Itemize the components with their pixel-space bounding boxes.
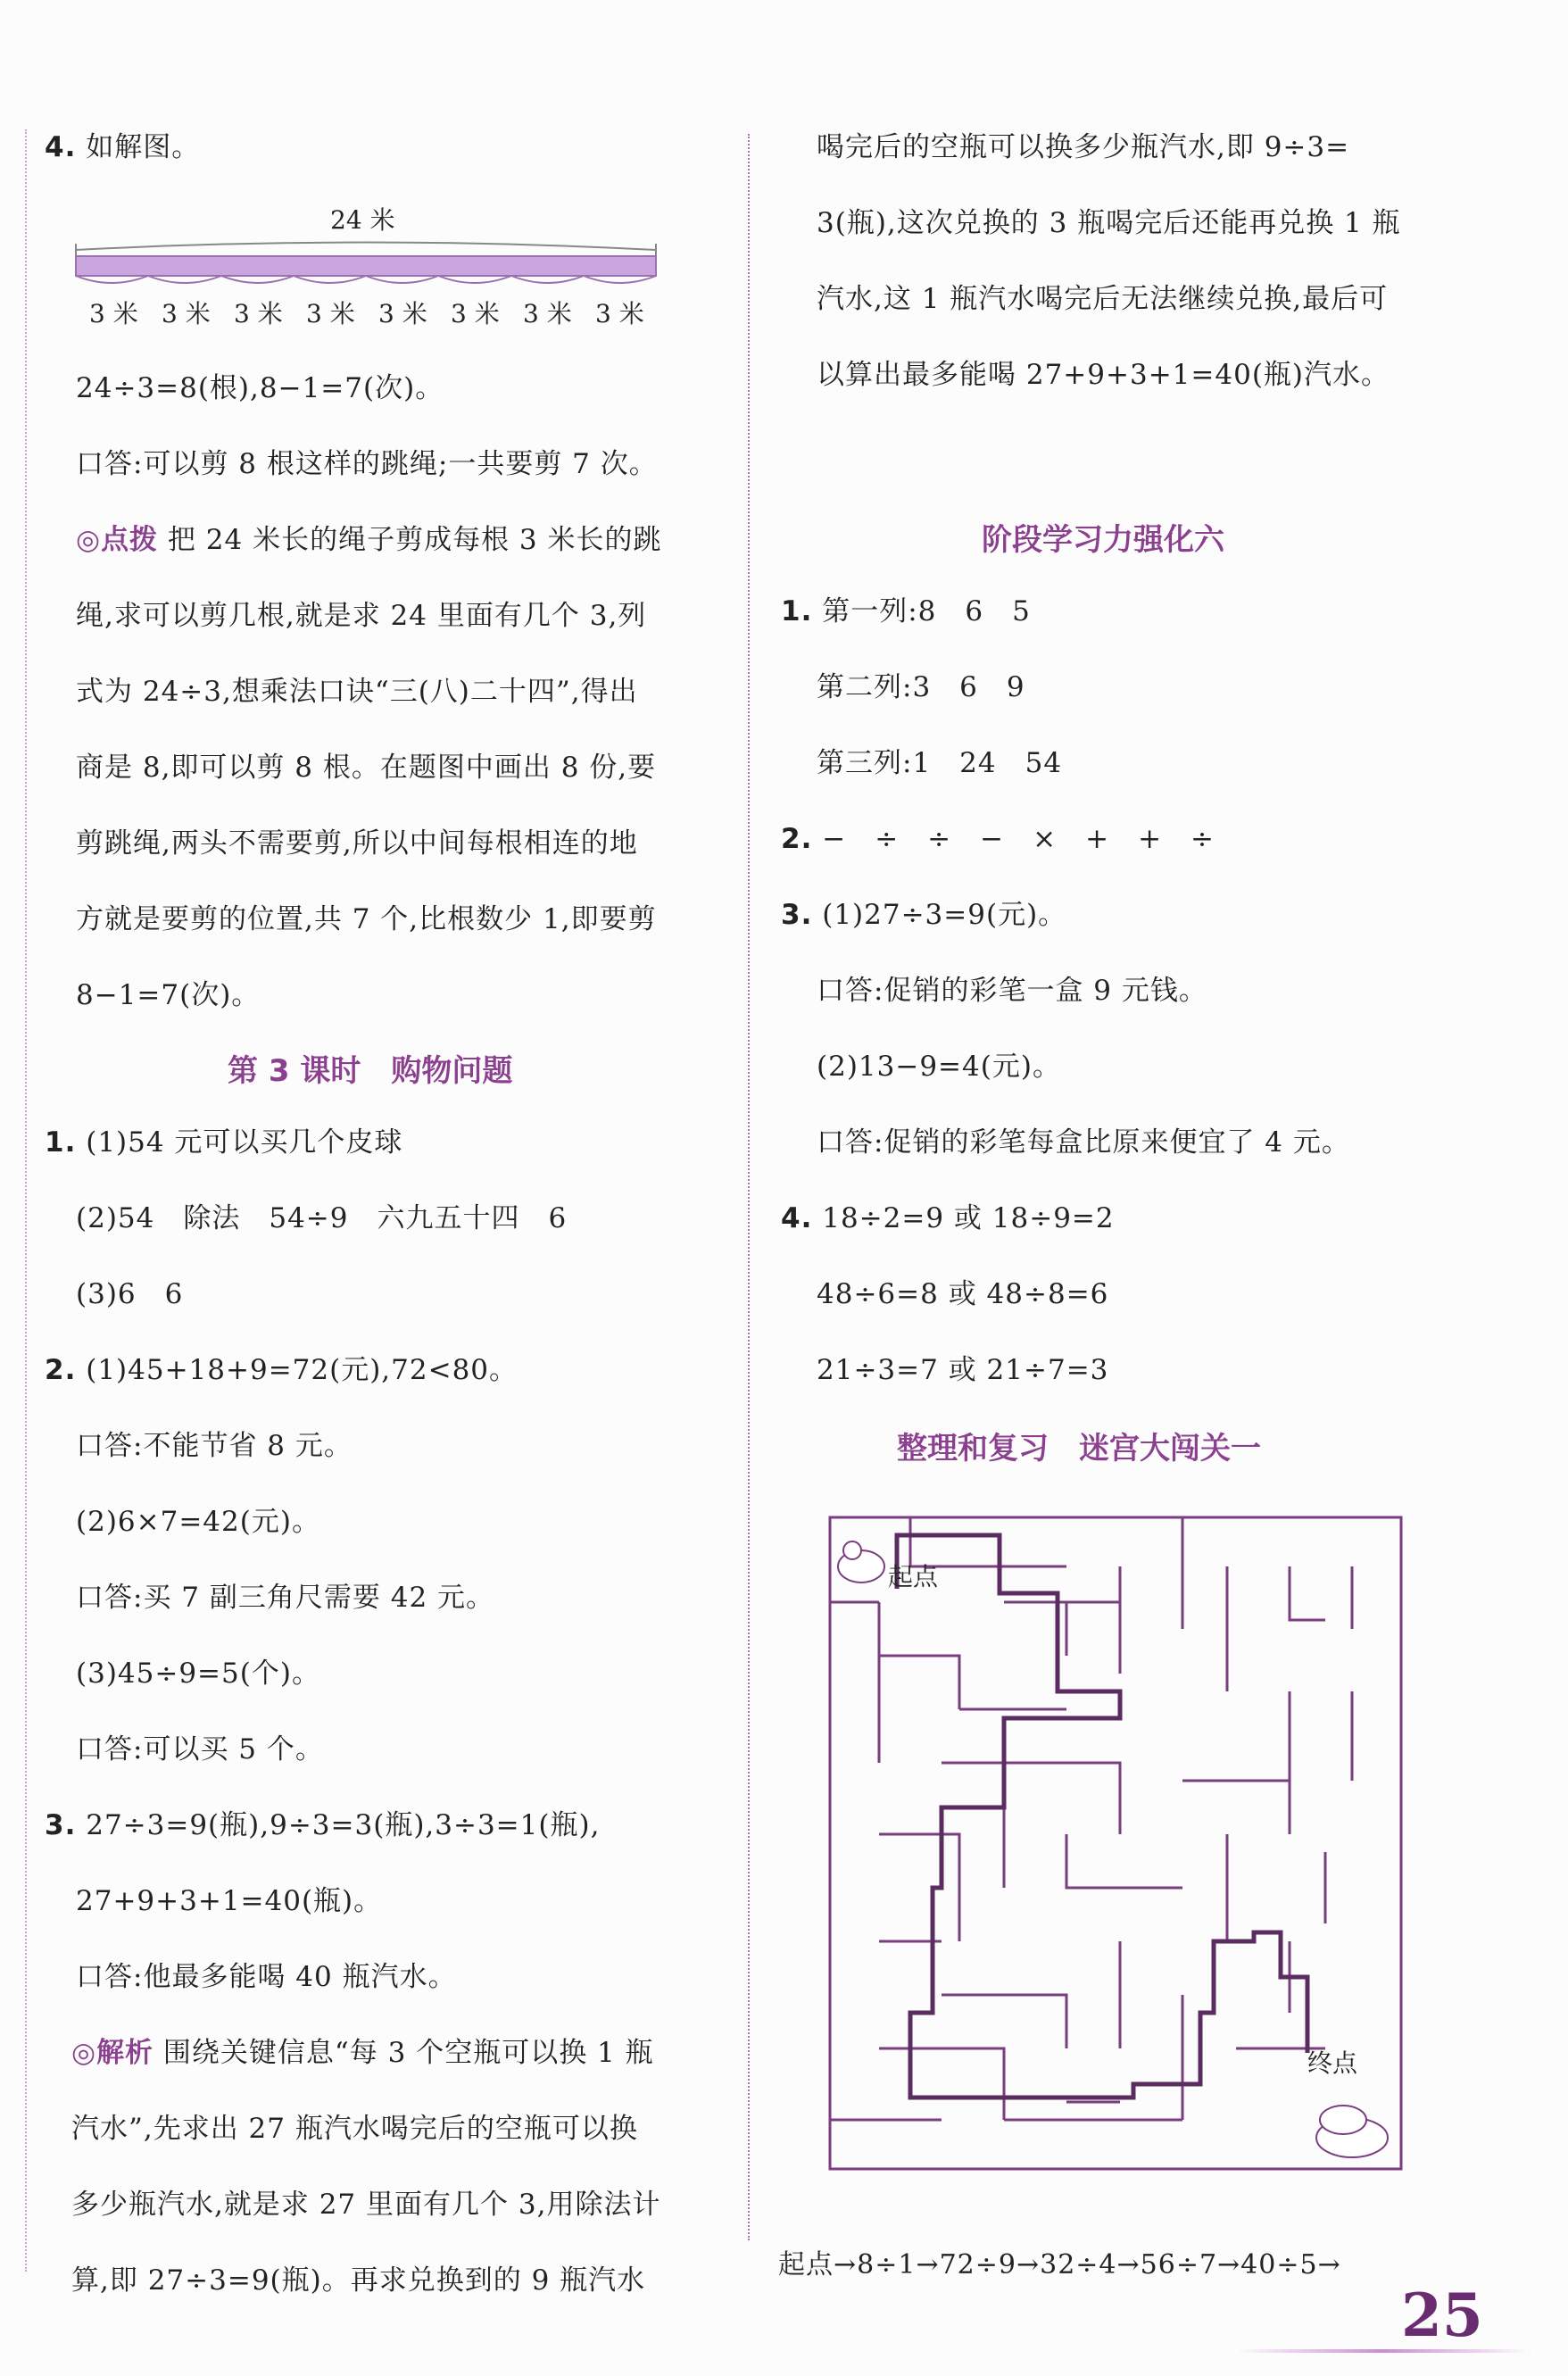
text-line: 口答:他最多能喝 40 瓶汽水。 [76, 1961, 457, 1993]
rope-seg-4: 3 米 [306, 299, 355, 328]
text-line: 算,即 27÷3=9(瓶)。再求兑换到的 9 瓶汽水 [71, 2264, 646, 2297]
left-margin-rule [25, 129, 27, 2272]
footer-swoosh [1232, 2349, 1535, 2353]
text-line: 口答:可以剪 8 根这样的跳绳;一共要剪 7 次。 [76, 448, 658, 480]
q2-line: 2. − ÷ ÷ − × + + ÷ [781, 823, 1215, 855]
maze-start-label: 起点 [888, 1562, 939, 1591]
maze-path-line: 起点→8÷1→72÷9→32÷4→56÷7→40÷5→ [778, 2249, 1341, 2280]
rope-seg-7: 3 米 [523, 299, 572, 328]
s2-line: 2. (1)45+18+9=72(元),72<80。 [45, 1354, 519, 1386]
text-line: 口答:买 7 副三角尺需要 42 元。 [76, 1582, 495, 1614]
lesson-title: 第 3 课时 购物问题 [228, 1053, 513, 1089]
text-line: (3)45÷9=5(个)。 [76, 1657, 320, 1690]
maze [825, 1513, 1406, 2173]
column-divider [748, 134, 750, 2240]
rope-seg-2: 3 米 [162, 299, 211, 328]
text-line: 48÷6=8 或 48÷8=6 [817, 1278, 1109, 1310]
text-line: 以算出最多能喝 27+9+3+1=40(瓶)汽水。 [817, 359, 1390, 391]
text-line: 第三列:1 24 54 [817, 747, 1063, 779]
text-line: 汽水”,先求出 27 瓶汽水喝完后的空瓶可以换 [71, 2113, 638, 2145]
text-line: 27+9+3+1=40(瓶)。 [76, 1885, 383, 1917]
text-line: (3)6 6 [76, 1278, 184, 1310]
rope-svg [71, 201, 660, 335]
text-line: 8−1=7(次)。 [76, 979, 261, 1011]
rope-seg-1: 3 米 [89, 299, 138, 328]
text-line: 口答:促销的彩笔每盒比原来便宜了 4 元。 [817, 1126, 1350, 1159]
q1-line: 1. 第一列:8 6 5 [781, 595, 1031, 627]
text-line: 绳,求可以剪几根,就是求 24 里面有几个 3,列 [76, 600, 647, 632]
text-line: 口答:促销的彩笔一盒 9 元钱。 [817, 975, 1207, 1007]
text-line: 3(瓶),这次兑换的 3 瓶喝完后还能再兑换 1 瓶 [817, 207, 1401, 239]
text-line: (2)54 除法 54÷9 六九五十四 6 [76, 1202, 568, 1234]
text-line: 口答:可以买 5 个。 [76, 1733, 324, 1765]
rope-seg-6: 3 米 [451, 299, 500, 328]
text-line: 喝完后的空瓶可以换多少瓶汽水,即 9÷3= [817, 131, 1350, 163]
rope-seg-3: 3 米 [234, 299, 283, 328]
analysis-line: ◎解析 围绕关键信息“每 3 个空瓶可以换 1 瓶 [71, 2037, 654, 2069]
text-line: 商是 8,即可以剪 8 根。在题图中画出 8 份,要 [76, 752, 657, 784]
rope-diagram [71, 201, 660, 335]
text-line: (2)13−9=4(元)。 [817, 1051, 1061, 1083]
maze-end-label: 终点 [1307, 2048, 1358, 2078]
text-line: 式为 24÷3,想乘法口诀“三(八)二十四”,得出 [76, 676, 638, 708]
text-line: 第二列:3 6 9 [817, 671, 1025, 703]
review-title: 整理和复习 迷宫大闯关一 [897, 1431, 1261, 1466]
text-line: 方就是要剪的位置,共 7 个,比根数少 1,即要剪 [76, 903, 657, 935]
text-line: 21÷3=7 或 21÷7=3 [817, 1354, 1109, 1386]
tip-line: ◎点拨 把 24 米长的绳子剪成每根 3 米长的跳 [76, 524, 662, 556]
text-line: (2)6×7=42(元)。 [76, 1506, 320, 1538]
stage-title: 阶段学习力强化六 [982, 522, 1224, 558]
s3-line: 3. 27÷3=9(瓶),9÷3=3(瓶),3÷3=1(瓶), [45, 1809, 601, 1841]
text-line: 汽水,这 1 瓶汽水喝完后无法继续兑换,最后可 [817, 283, 1389, 315]
rope-seg-8: 3 米 [595, 299, 644, 328]
rope-seg-5: 3 米 [378, 299, 427, 328]
page-number: 25 [1401, 2280, 1483, 2350]
s1-line: 1. (1)54 元可以买几个皮球 [45, 1126, 403, 1159]
q3-line: 3. (1)27÷3=9(元)。 [781, 899, 1067, 931]
analysis-tag: ◎解析 [71, 2037, 154, 2069]
text-line: 多少瓶汽水,就是求 27 里面有几个 3,用除法计 [71, 2189, 661, 2221]
text-line: 24÷3=8(根),8−1=7(次)。 [76, 372, 444, 404]
text-line: 剪跳绳,两头不需要剪,所以中间每根相连的地 [76, 827, 638, 860]
q4-line: 4. 如解图。 [45, 131, 201, 163]
rope-total-label: 24 米 [330, 205, 395, 235]
q4-line: 4. 18÷2=9 或 18÷9=2 [781, 1202, 1115, 1234]
tip-tag: ◎点拨 [76, 524, 159, 556]
text-line: 口答:不能节省 8 元。 [76, 1430, 353, 1462]
